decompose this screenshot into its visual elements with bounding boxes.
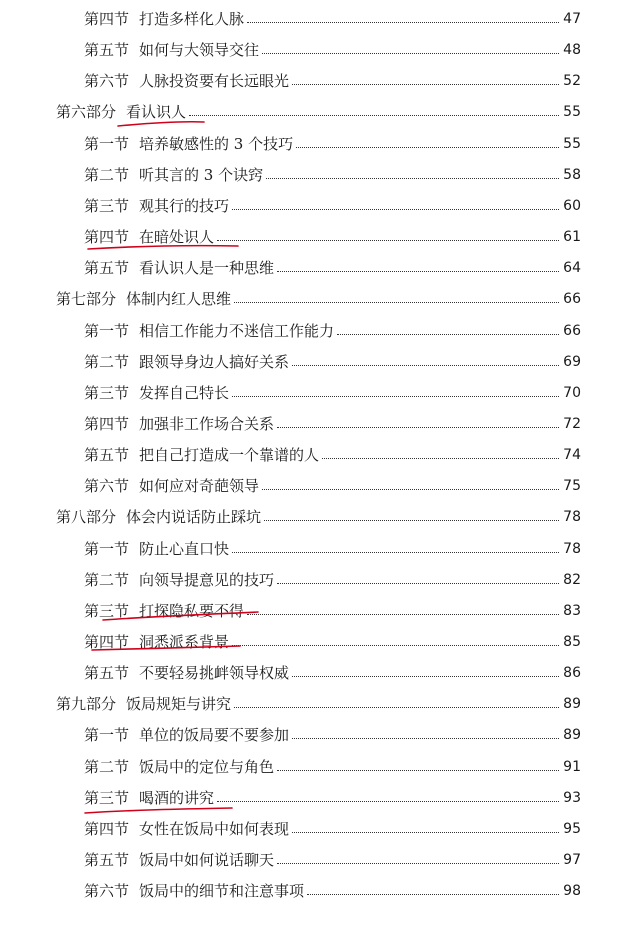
toc-title: 人脉投资要有长远眼光 (139, 72, 290, 91)
toc-number: 第一节 (84, 539, 130, 558)
toc-number: 第五节 (84, 851, 130, 870)
dot-leader (277, 582, 559, 584)
toc-section-row[interactable] (84, 192, 581, 216)
toc-page-number: 85 (563, 634, 581, 650)
toc-number: 第四节 (84, 414, 130, 433)
toc-page-number: 83 (563, 602, 581, 619)
toc-page-number: 66 (563, 322, 581, 339)
toc-page-number: 48 (563, 42, 581, 59)
toc-label (84, 227, 214, 247)
toc-label (84, 414, 274, 434)
toc-label (56, 289, 231, 309)
toc-number: 第一节 (84, 726, 130, 745)
toc-title: 不要轻易挑衅领导权威 (139, 664, 290, 683)
toc-page-number: 58 (563, 166, 581, 183)
dot-leader (292, 831, 559, 833)
toc-page-number: 78 (563, 540, 581, 557)
dot-leader (232, 551, 559, 553)
toc-label (84, 321, 334, 341)
dot-leader (189, 114, 559, 116)
dot-leader (262, 52, 559, 54)
toc-page-number: 82 (563, 571, 581, 588)
toc-label (84, 570, 274, 590)
toc-label (84, 632, 229, 652)
dot-leader (262, 488, 559, 490)
toc-number: 第六节 (84, 477, 130, 496)
toc-number: 第一节 (84, 134, 130, 153)
toc-number: 第二节 (84, 352, 130, 371)
toc-page-number: 55 (563, 135, 581, 152)
toc-title: 防止心直口快 (139, 539, 230, 558)
toc-page-number: 60 (563, 197, 581, 214)
toc-number: 第三节 (84, 383, 130, 402)
toc-section-row[interactable] (84, 36, 581, 60)
toc-number: 第三节 (84, 196, 130, 215)
toc-title: 听其言的 3 个诀窍 (139, 165, 264, 184)
toc-part-row[interactable] (56, 503, 581, 527)
toc-label (84, 196, 229, 216)
toc-label (84, 881, 304, 901)
toc-title: 观其行的技巧 (139, 196, 230, 215)
toc-label (84, 539, 229, 559)
dot-leader (337, 333, 559, 335)
toc-page-number: 47 (563, 11, 581, 27)
dot-leader (296, 146, 559, 148)
toc-page-number: 78 (563, 509, 581, 526)
toc-title: 跟领导身边人搞好关系 (139, 352, 290, 371)
toc-number: 第四节 (84, 10, 130, 28)
toc-title: 饭局规矩与讲究 (126, 695, 232, 714)
toc-page-number: 74 (563, 447, 581, 464)
toc-title: 饭局中的细节和注意事项 (139, 882, 305, 901)
dot-leader (232, 395, 559, 397)
toc-title: 看认识人 (126, 103, 187, 122)
toc-number: 第八部分 (56, 508, 117, 527)
toc-section-row[interactable] (84, 254, 581, 278)
toc-number: 第二节 (84, 570, 130, 589)
toc-page-number: 89 (563, 696, 581, 713)
toc-section-row[interactable] (84, 659, 581, 683)
toc-part-row[interactable] (56, 285, 581, 309)
toc-part-row[interactable] (56, 690, 581, 714)
toc-page-number: 64 (563, 260, 581, 277)
toc-label (56, 102, 186, 122)
dot-leader (217, 239, 559, 241)
toc-section-row[interactable] (84, 130, 581, 154)
dot-leader (277, 769, 559, 771)
toc-title: 体制内红人思维 (126, 290, 232, 309)
toc-section-row[interactable] (84, 379, 581, 403)
toc-section-row[interactable] (84, 846, 581, 870)
toc-label (84, 663, 289, 683)
dot-leader (292, 364, 559, 366)
dot-leader (234, 706, 559, 708)
toc-title: 单位的饭局要不要参加 (139, 726, 290, 745)
toc-section-row[interactable] (84, 441, 581, 465)
toc-title: 向领导提意见的技巧 (139, 570, 275, 589)
toc-title: 在暗处识人 (139, 228, 215, 247)
toc-section-row[interactable] (84, 535, 581, 559)
toc-title: 培养敏感性的 3 个技巧 (139, 134, 294, 153)
toc-part-row[interactable] (56, 98, 581, 122)
dot-leader (277, 270, 559, 272)
toc-number: 第五节 (84, 41, 130, 60)
toc-section-row[interactable] (84, 597, 581, 621)
toc-section-row[interactable] (84, 317, 581, 341)
toc-page-number: 52 (563, 73, 581, 90)
toc-number: 第四节 (84, 228, 130, 247)
toc-number: 第四节 (84, 819, 130, 838)
dot-leader (292, 675, 559, 677)
toc-title: 如何与大领导交往 (139, 41, 260, 60)
toc-section-row[interactable] (84, 784, 581, 808)
dot-leader (322, 457, 559, 459)
toc-title: 洞悉派系背景 (139, 633, 230, 651)
toc-section-row[interactable] (84, 5, 581, 29)
toc-page-number: 70 (563, 384, 581, 401)
toc-label (84, 258, 274, 278)
toc-title: 加强非工作场合关系 (139, 414, 275, 433)
toc-number: 第五节 (84, 259, 130, 278)
toc-label (84, 476, 259, 496)
toc-page-number: 89 (563, 727, 581, 744)
dot-leader (234, 301, 559, 303)
toc-number: 第五节 (84, 446, 130, 465)
toc-page-number: 75 (563, 478, 581, 495)
toc-label (84, 788, 214, 808)
dot-leader (266, 177, 559, 179)
toc-label (84, 383, 229, 403)
toc-number: 第六节 (84, 72, 130, 91)
toc-page-number: 55 (563, 104, 581, 121)
toc-section-row[interactable] (84, 566, 581, 590)
toc-label (84, 134, 293, 154)
toc-number: 第九部分 (56, 695, 117, 714)
toc-title: 女性在饭局中如何表现 (139, 819, 290, 838)
toc-section-row[interactable] (84, 753, 581, 777)
toc-section-row[interactable] (84, 721, 581, 745)
toc-label (84, 9, 244, 29)
toc-title: 饭局中如何说话聊天 (139, 851, 275, 870)
dot-leader (292, 737, 559, 739)
dot-leader (277, 426, 559, 428)
toc-title: 如何应对奇葩领导 (139, 477, 260, 496)
toc-number: 第三节 (84, 788, 130, 807)
toc-section-row[interactable] (84, 223, 581, 247)
toc-label (84, 819, 289, 839)
toc-number: 第二节 (84, 165, 130, 184)
dot-leader (217, 800, 559, 802)
toc-number: 第六部分 (56, 103, 117, 122)
toc-label (84, 165, 263, 185)
dot-leader (247, 21, 559, 23)
toc-label (84, 850, 274, 870)
dot-leader (264, 519, 559, 521)
dot-leader (247, 613, 559, 615)
toc-page-number: 91 (563, 758, 581, 775)
toc-section-row[interactable] (84, 628, 581, 652)
toc-title: 把自己打造成一个靠谱的人 (139, 446, 320, 465)
toc-section-row[interactable] (84, 815, 581, 839)
toc-number: 第五节 (84, 664, 130, 683)
toc-section-row[interactable] (84, 410, 581, 434)
dot-leader (277, 862, 559, 864)
toc-page-number: 72 (563, 415, 581, 432)
toc-label (84, 445, 319, 465)
toc-title: 发挥自己特长 (139, 383, 230, 402)
toc-page-number: 97 (563, 852, 581, 869)
toc-page-number: 86 (563, 665, 581, 682)
dot-leader (292, 83, 559, 85)
dot-leader (307, 893, 559, 895)
toc-section-row[interactable] (84, 472, 581, 496)
toc-title: 喝酒的讲究 (139, 788, 215, 807)
toc-number: 第七部分 (56, 290, 117, 309)
toc-number: 第三节 (84, 601, 130, 620)
dot-leader (232, 208, 559, 210)
toc-section-row[interactable] (84, 161, 581, 185)
toc-label (56, 694, 231, 714)
toc-title: 相信工作能力不迷信工作能力 (139, 321, 335, 340)
toc-label (84, 71, 289, 91)
toc-section-row[interactable] (84, 348, 581, 372)
toc-section-row[interactable] (84, 67, 581, 91)
toc-number: 第一节 (84, 321, 130, 340)
toc-page-number: 66 (563, 291, 581, 308)
toc-label (84, 352, 289, 372)
toc-page-number: 61 (563, 229, 581, 246)
toc-label (84, 601, 244, 621)
toc-title: 饭局中的定位与角色 (139, 757, 275, 776)
toc-page-number: 93 (563, 789, 581, 806)
toc-label (84, 725, 289, 745)
toc-page-number: 98 (563, 883, 581, 900)
toc-number: 第四节 (84, 633, 130, 651)
toc-page-number: 95 (563, 820, 581, 837)
toc-title: 看认识人是一种思维 (139, 259, 275, 278)
dot-leader (232, 644, 559, 646)
toc-page-number: 69 (563, 353, 581, 370)
toc-label (84, 757, 274, 777)
toc-label (84, 40, 259, 60)
toc-title: 体会内说话防止踩坑 (126, 508, 262, 527)
toc-label (56, 507, 261, 527)
toc-number: 第二节 (84, 757, 130, 776)
toc-title: 打造多样化人脉 (139, 10, 245, 28)
toc-number: 第六节 (84, 882, 130, 901)
toc-section-row[interactable] (84, 877, 581, 901)
toc-title: 打探隐私要不得 (139, 601, 245, 620)
